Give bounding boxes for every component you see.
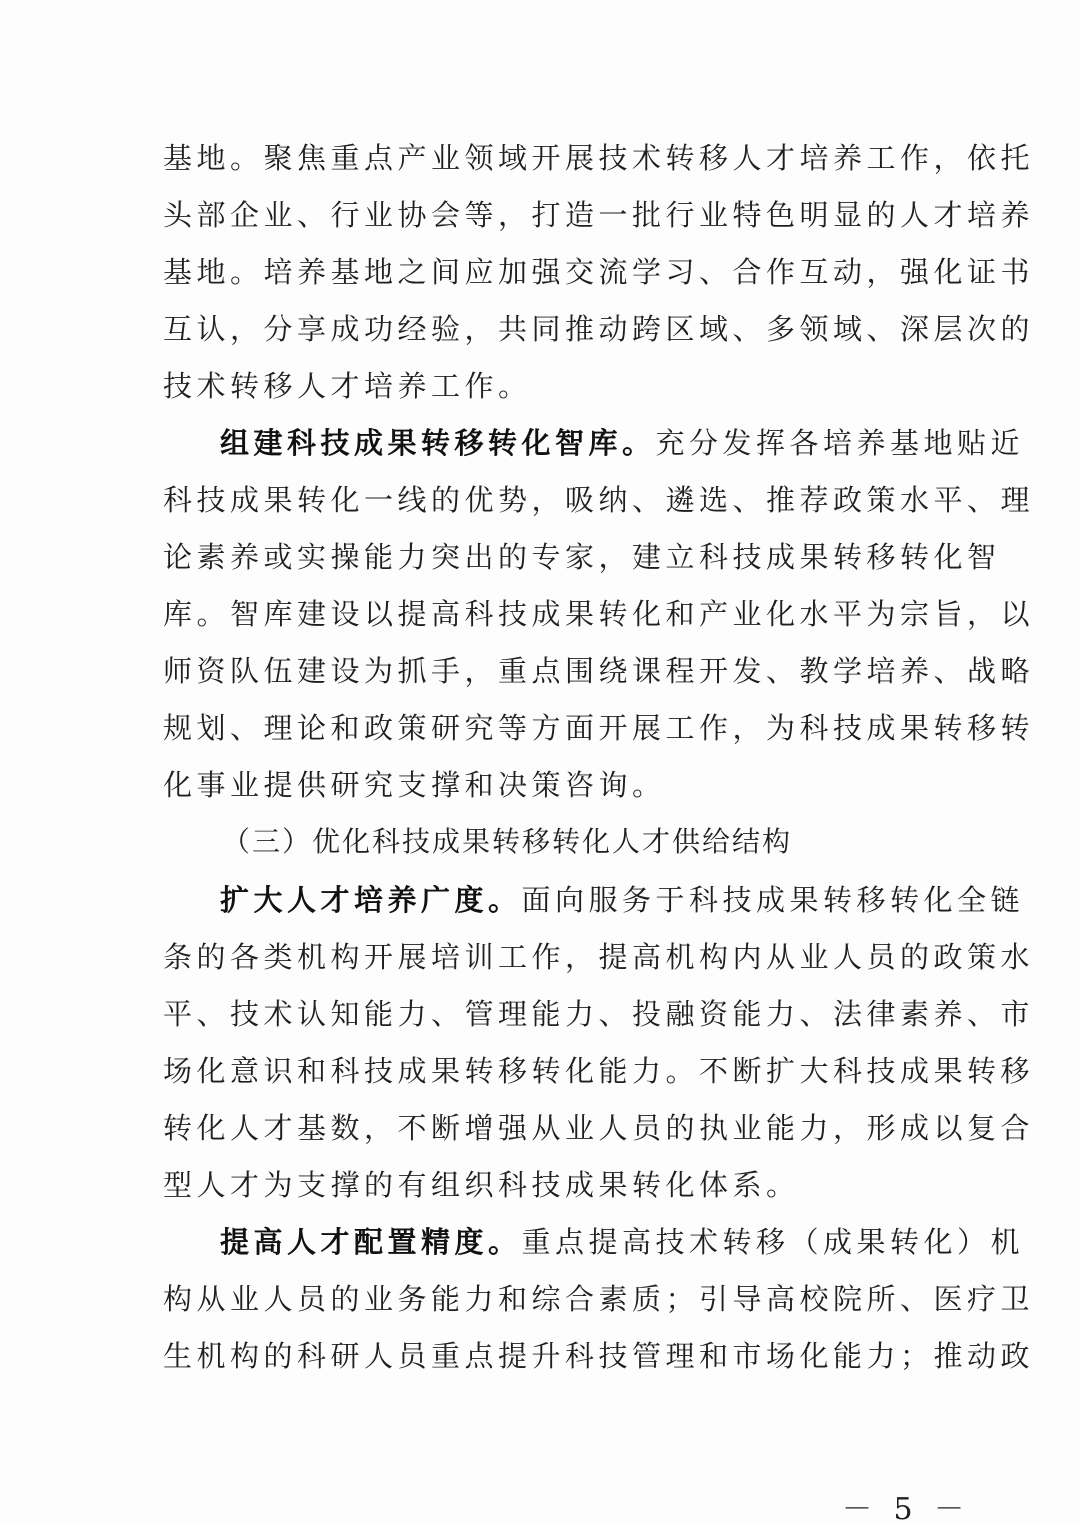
paragraph-text: 充分发挥各培养基地贴近 <box>655 426 1025 460</box>
text-line: 场化意识和科技成果转移转化能力。不断扩大科技成果转移 <box>163 1054 1035 1088</box>
text-line: 师资队伍建设为抓手，重点围绕课程开发、教学培养、战略 <box>163 654 1035 688</box>
text-line: 科技成果转化一线的优势，吸纳、遴选、推荐政策水平、理 <box>163 483 1035 517</box>
text-line: 平、技术认知能力、管理能力、投融资能力、法律素养、市 <box>163 997 1035 1031</box>
section-heading: （三）优化科技成果转移转化人才供给结构 <box>222 825 793 858</box>
paragraph-text: 面向服务于科技成果转移转化全链 <box>521 883 1025 917</box>
text-line <box>220 880 1025 920</box>
text-line: 互认，分享成功经验，共同推动跨区域、多领域、深层次的 <box>163 312 1035 346</box>
text-line: 规划、理论和政策研究等方面开展工作，为科技成果转移转 <box>163 711 1035 745</box>
page-number: － 5 － <box>842 1492 971 1527</box>
text-line <box>220 1222 1025 1262</box>
text-line: 化事业提供研究支撑和决策咨询。 <box>163 768 666 802</box>
text-line: 技术转移人才培养工作。 <box>163 369 532 403</box>
text-line: 条的各类机构开展培训工作，提高机构内从业人员的政策水 <box>163 940 1035 974</box>
text-line <box>220 423 1025 463</box>
text-line: 基地。培养基地之间应加强交流学习、合作互动，强化证书 <box>163 255 1035 289</box>
text-line: 型人才为支撑的有组织科技成果转化体系。 <box>163 1168 800 1202</box>
paragraph-lead: 扩大人才培养广度。 <box>220 883 522 917</box>
text-line: 基地。聚焦重点产业领域开展技术转移人才培养工作，依托 <box>163 141 1035 175</box>
paragraph-lead: 组建科技成果转移转化智库。 <box>220 426 656 460</box>
paragraph-text: 重点提高技术转移（成果转化）机 <box>521 1225 1025 1259</box>
text-line: 生机构的科研人员重点提升科技管理和市场化能力；推动政 <box>163 1339 1035 1373</box>
text-line: 论素养或实操能力突出的专家，建立科技成果转移转化智 <box>163 540 1001 574</box>
text-line: 头部企业、行业协会等，打造一批行业特色明显的人才培养 <box>163 198 1035 232</box>
text-line: 构从业人员的业务能力和综合素质；引导高校院所、医疗卫 <box>163 1282 1035 1316</box>
text-line: 转化人才基数，不断增强从业人员的执业能力，形成以复合 <box>163 1111 1035 1145</box>
text-line: 库。智库建设以提高科技成果转化和产业化水平为宗旨，以 <box>163 597 1035 631</box>
paragraph-lead: 提高人才配置精度。 <box>220 1225 522 1259</box>
